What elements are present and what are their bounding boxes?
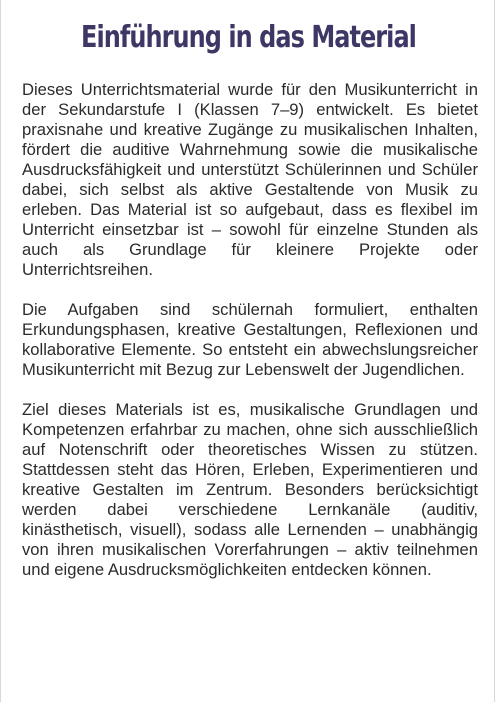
page-title: Einführung in das Material	[81, 20, 416, 55]
document-body	[22, 80, 478, 600]
paragraph-tasks: Die Aufgaben sind schülernah formuliert, enthalten Erkundungsphasen, kreative Gestaltungen, Reflexionen und kollaborative Elemente. So entsteht ein abwechslungsreicher Musikunterricht mit Bezug zur Lebenswelt der Jugendlichen.	[22, 300, 478, 379]
paragraph-goals: Ziel dieses Materials ist es, musikalische Grundlagen und Kompetenzen erfahrbar zu machen, ohne sich ausschließlich auf Notenschrift oder theoretisches Wissen zu stützen. Stattdessen steht das Hören, Erleben, Experimentieren und kreative Gestalten im Zentrum. Besonders berücksichtigt werden dabei verschiedene Lernkanäle (auditiv, kinästhetisch, visuell), sodass alle Lernenden – unabhängig von ihren musikalischen Vorerfahrungen – aktiv teilnehmen und eigene Ausdrucksmöglichkeiten entdecken können.	[22, 400, 478, 579]
paragraph-intro: Dieses Unterrichtsmaterial wurde für den Musikunterricht in der Sekundarstufe I (Klassen 7–9) entwickelt. Es bietet praxisnahe und kreative Zugänge zu musikalischen Inhalten, fördert die auditive Wahrnehmung sowie die musikalische Ausdrucksfähigkeit und unterstützt Schülerinnen und Schüler dabei, sich selbst als aktive Gestaltende von Musik zu erleben. Das Material ist so aufgebaut, dass es flexibel im Unterricht einsetzbar ist – sowohl für einzelne Stunden als auch als Grundlage für kleinere Projekte oder Unterrichtsreihen.	[22, 80, 478, 279]
